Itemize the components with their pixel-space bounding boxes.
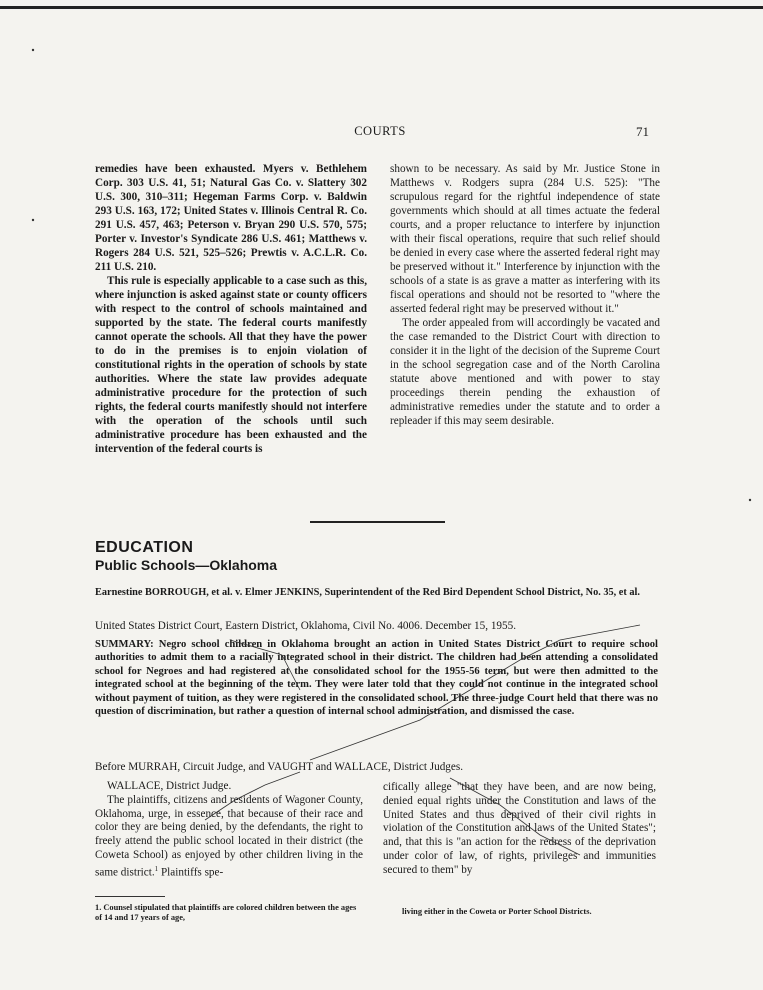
footnote-rule [95, 896, 165, 897]
court-line: United States District Court, Eastern District, Oklahoma, Civil No. 4006. December 15, 1955. [95, 620, 517, 632]
paragraph-order: The order appealed from will accordingly be vacated and the case remanded to the District Court with direction to consider it in the light of the decision of the Supreme Court in the school segregation case and of the North Carolina statute above mentioned and with power to stay proceedings therein pending the exhaustion of administrative remedies under the statute and to order a repleader if this may seem desirable. [390, 317, 660, 427]
upper-right-column [390, 162, 660, 428]
section-divider [310, 521, 445, 523]
page-number: 71 [636, 124, 649, 139]
summary-label: SUMMARY: [95, 639, 154, 650]
running-head [0, 124, 763, 140]
paragraph-rule: This rule is especially applicable to a case such as this, where injunction is asked against state or county officers with respect to the control of schools maintained and supported by the state. The federal courts manifestly cannot operate the schools. All that they have the power to do in the premises is to enjoin violation of constitutional rights in the operation of schools by state authorities. Where the state law provides adequate administrative procedure for the protection of such rights, the federal courts manifestly should not interfere with the operation of the schools until such administrative procedure has been exhausted and the intervention of the federal courts is [95, 275, 367, 455]
scan-speck [749, 499, 751, 501]
running-title: COURTS [354, 124, 406, 138]
opinion-text: The plaintiffs, citizens and residents of Wagoner County, Oklahoma, urge, in essence, that because of their race and color they are being denied, by the defendants, the right to freely attend the public school located in their district (the Coweta School) as enjoyed by other children living in the same district. [95, 793, 363, 879]
scan-speck [32, 49, 34, 51]
opinion-left-column [95, 780, 363, 880]
opinion-paragraph [95, 794, 363, 881]
section-subtitle: Public Schools—Oklahoma [95, 557, 278, 573]
case-summary [95, 638, 658, 718]
judge-line: WALLACE, District Judge. [107, 780, 232, 792]
opinion-continuation: cifically allege "that they have been, and are now being, denied equal rights under the Constitution and laws of the United States and thus deprived of their civil rights in violation of the Constitution and laws of the United States"; and, that this is "an action for the redress of the deprivation under color of law, of rights, privileges and immunities secured to them" by [383, 781, 656, 876]
scan-speck [32, 219, 34, 221]
paragraph-citations: remedies have been exhausted. Myers v. Bethlehem Corp. 303 U.S. 41, 51; Natural Gas Co. v. Slattery 302 U.S. 300, 310–311; Hegeman Farms Corp. v. Baldwin 293 U.S. 163, 172; United States v. Illinois Central R. Co. 291 U.S. 457, 463; Peterson v. Bryan 290 U.S. 570, 575; Porter v. Investor's Syndicate 286 U.S. 461; Matthews v. Rogers 284 U.S. 521, 525–526; Prewtis v. A.C.L.R. Co. 211 U.S. 210. [95, 163, 367, 273]
footnote-ref: 1 [154, 864, 159, 873]
opinion-right-column [383, 781, 656, 878]
top-border-rule [0, 6, 763, 9]
panel-judges-line: Before MURRAH, Circuit Judge, and VAUGHT and WALLACE, District Judges. [95, 761, 464, 773]
section-title: EDUCATION [95, 539, 194, 556]
paragraph-stone-quote: shown to be necessary. As said by Mr. Justice Stone in Matthews v. Rodgers supra (284 U.S. 525): "The scrupulous regard for the rightful independence of state governments which should at all times actuate the federal courts, and a proper reluctance to interfere by injunction with their fiscal operations, require that such relief should be denied in every case where the asserted federal right may be preserved without it." Interference by injunction with the schools of a state is as grave a matter as interfering with its fiscal operations and should not be resorted to "where the asserted federal right may be preserved without it." [390, 163, 660, 315]
footnote-right: living either in the Coweta or Porter School Districts. [402, 907, 592, 916]
footnote-left: 1. Counsel stipulated that plaintiffs are colored children between the ages of 14 and 17 years of age, [95, 903, 357, 922]
opinion-text-end: Plaintiffs spe- [158, 866, 224, 879]
summary-text: Negro school children in Oklahoma brought an action in United States District Court to require school authorities to admit them to a racially integrated school in their district. The children had been attending a consolidated school for Negroes and had registered at the consolidated school for the 1955-56 term, but were then admitted to the integrated school at the beginning of the term. They were later told that they could not continue in the integrated school without payment of tuition, as they were registered in the consolidated school. The three-judge Court held that there was no question of discrimination, but rather a question of internal school administration, and dismissed the case. [95, 639, 659, 718]
case-title: Earnestine BORROUGH, et al. v. Elmer JENKINS, Superintendent of the Red Bird Dependent School District, No. 35, et al. [95, 587, 640, 598]
upper-left-column [95, 162, 367, 456]
